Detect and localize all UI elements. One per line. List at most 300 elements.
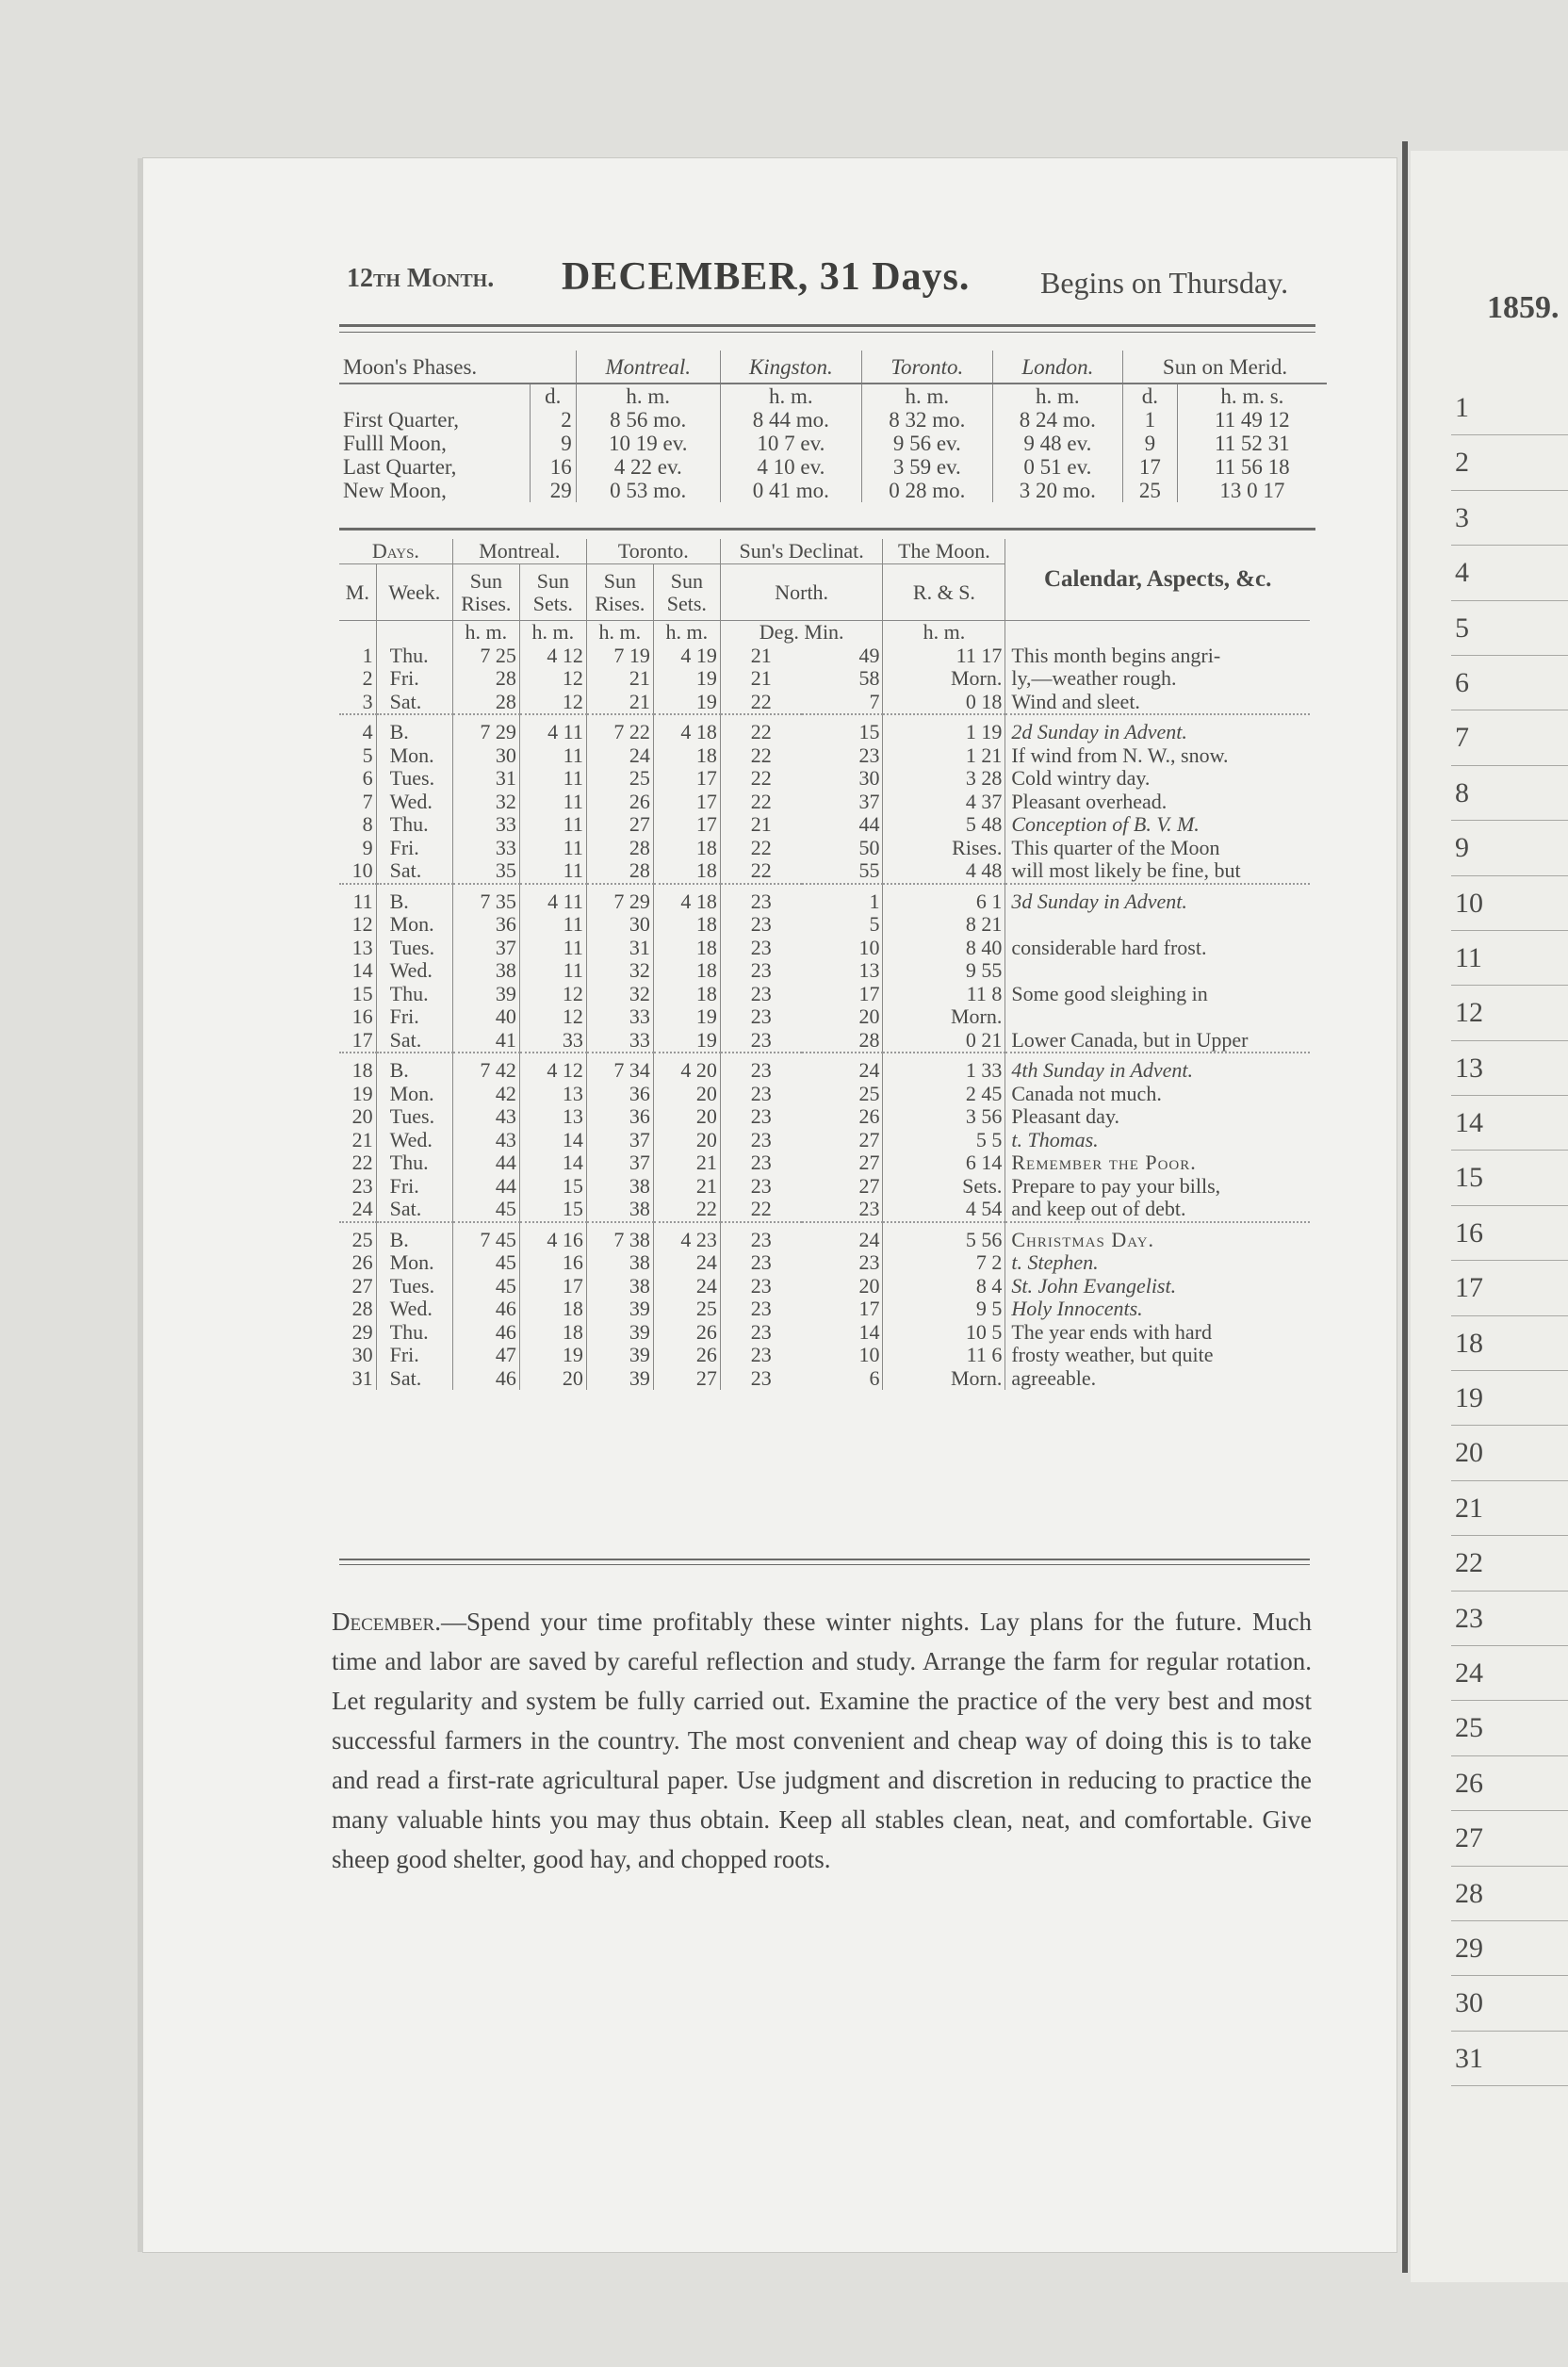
declination-minutes: 10 [858, 935, 880, 959]
montreal-sunrise: 46 [452, 1321, 519, 1345]
declination-degrees: 21 [720, 813, 801, 837]
phase-sun-time: 11 49 12 [1177, 408, 1327, 432]
declination-minutes: 25 [858, 1081, 880, 1105]
phase-phase: First Quarter, [343, 408, 459, 432]
day-row [339, 1367, 1310, 1391]
month-day: 7 [362, 789, 373, 813]
day-row [339, 1105, 1310, 1129]
montreal-sunrise: 44 [452, 1151, 519, 1175]
montreal-sunrise: 45 [452, 1251, 519, 1275]
phase-sun-d: 25 [1123, 479, 1178, 502]
memoranda-day-number: 23 [1451, 1592, 1568, 1646]
moon-rise-set: 5 56 [883, 1222, 1005, 1252]
weekday: Sat. [376, 859, 452, 884]
montreal-sunrise: 33 [452, 837, 519, 860]
col-kingston: Kingston. [720, 351, 861, 384]
toronto-sunrise: 39 [586, 1367, 653, 1391]
montreal-sunset: 4 11 [519, 884, 586, 914]
phase-day: 29 [530, 479, 576, 502]
day-row [339, 767, 1310, 791]
toronto-sunrise: 39 [586, 1298, 653, 1321]
toronto-sunset: 17 [653, 767, 720, 791]
montreal-sunrise: 33 [452, 813, 519, 837]
day-row [339, 1083, 1310, 1106]
declination-degrees: 23 [720, 983, 801, 1006]
calendar-note: Holy Innocents. [1005, 1298, 1310, 1321]
declination-degrees: 23 [720, 1344, 801, 1367]
montreal-sunset: 4 12 [519, 1053, 586, 1083]
moon-rise-set: Morn. [883, 1005, 1005, 1029]
moon-rise-set: 0 21 [883, 1029, 1005, 1053]
toronto-sunset: 27 [653, 1367, 720, 1391]
phases-unit-cell: h. m. [992, 384, 1123, 408]
montreal-sunset: 14 [519, 1129, 586, 1152]
weekday: B. [376, 1053, 452, 1083]
toronto-sunset: 18 [653, 983, 720, 1006]
unit-hm: h. m. [519, 621, 586, 645]
declination-minutes: 55 [858, 858, 880, 882]
declination-degrees: 23 [720, 1053, 801, 1083]
declination-degrees: 23 [720, 1029, 801, 1053]
right-page-year: 1859. [1487, 290, 1560, 325]
montreal-sunset: 14 [519, 1151, 586, 1175]
phase-kingston: 10 7 ev. [720, 432, 861, 455]
col-london: London. [992, 351, 1123, 384]
declination-degrees: 23 [720, 1129, 801, 1152]
memoranda-day-number: 5 [1451, 601, 1568, 656]
phase-london: 3 20 mo. [992, 479, 1123, 502]
montreal-sunset: 11 [519, 744, 586, 768]
phases-unit-cell: d. [1123, 384, 1178, 408]
calendar-note: Pleasant day. [1005, 1105, 1310, 1129]
montreal-sunrise: 41 [452, 1029, 519, 1053]
toronto-sunrise: 32 [586, 983, 653, 1006]
day-row [339, 1344, 1310, 1367]
north-header: North. [720, 564, 883, 621]
memoranda-day-number: 30 [1451, 1976, 1568, 2031]
declination-minutes: 1 [802, 884, 883, 914]
toronto-sunset: 18 [653, 959, 720, 983]
montreal-sunset: 18 [519, 1298, 586, 1321]
toronto-sunset: 22 [653, 1198, 720, 1222]
weekday: Sat. [376, 1367, 452, 1391]
phase-phase: Last Quarter, [343, 455, 457, 479]
toronto-sunrise: 28 [586, 837, 653, 860]
moon-rise-set: Rises. [883, 837, 1005, 860]
montreal-sunrise: 39 [452, 983, 519, 1006]
month-day: 9 [362, 835, 373, 859]
moon-rise-set: Morn. [883, 667, 1005, 691]
toronto-sunrise: 33 [586, 1029, 653, 1053]
calendar-header: Calendar, Aspects, &c. [1005, 539, 1310, 621]
montreal-sunset: 13 [519, 1105, 586, 1129]
phases-header: Moon's Phases. [339, 351, 576, 384]
day-row [339, 1198, 1310, 1222]
weekday: Fri. [376, 1005, 452, 1029]
toronto-sunset: 21 [653, 1151, 720, 1175]
header-rule-thin [339, 332, 1315, 333]
declination-minutes: 49 [858, 643, 880, 667]
montreal-sunrise: 43 [452, 1129, 519, 1152]
moon-rise-set: 1 21 [883, 744, 1005, 768]
toronto-sunrise: 38 [586, 1275, 653, 1298]
toronto-header: Toronto. [586, 539, 720, 564]
phase-toronto: 0 28 mo. [862, 479, 993, 502]
toronto-sunrise: 36 [586, 1105, 653, 1129]
month-day: 1 [362, 643, 373, 667]
memoranda-day-number: 25 [1451, 1701, 1568, 1755]
month-day: 4 [339, 714, 376, 744]
declination-minutes: 24 [802, 1053, 883, 1083]
day-row [339, 837, 1310, 860]
memoranda-day-list [1451, 381, 1568, 2086]
declination-degrees: 22 [720, 791, 801, 814]
declination-degrees: 22 [720, 714, 801, 744]
toronto-sunrise: 38 [586, 1175, 653, 1199]
declination-minutes: 6 [869, 1365, 880, 1390]
memoranda-day-number: 15 [1451, 1151, 1568, 1205]
day-row [339, 959, 1310, 983]
calendar-note: Canada not much. [1005, 1083, 1310, 1106]
moon-rise-set: 6 1 [883, 884, 1005, 914]
moon-rise-set: 9 5 [883, 1298, 1005, 1321]
phase-montreal: 0 53 mo. [576, 479, 720, 502]
montreal-rises-header: Sun Rises. [452, 564, 519, 621]
moon-rise-set: 4 54 [883, 1198, 1005, 1222]
toronto-sunrise: 30 [586, 913, 653, 937]
montreal-sunset: 33 [519, 1029, 586, 1053]
memoranda-day-number: 28 [1451, 1867, 1568, 1921]
toronto-sunset: 20 [653, 1083, 720, 1106]
toronto-sunrise: 7 22 [586, 714, 653, 744]
declination-minutes: 27 [858, 1151, 880, 1174]
phase-sun-d: 1 [1123, 408, 1178, 432]
month-day: 18 [339, 1053, 376, 1083]
montreal-sunset: 20 [519, 1367, 586, 1391]
month-day: 28 [351, 1297, 373, 1320]
weekday: Mon. [376, 1083, 452, 1106]
month-day: 30 [351, 1343, 373, 1366]
toronto-sunrise: 38 [586, 1198, 653, 1222]
montreal-sunset: 18 [519, 1321, 586, 1345]
declination-degrees: 22 [720, 744, 801, 768]
weekday: Tues. [376, 767, 452, 791]
montreal-sunset: 11 [519, 913, 586, 937]
declination-degrees: 23 [720, 913, 801, 937]
calendar-note: This quarter of the Moon [1005, 837, 1310, 860]
month-label: 12th Month. [347, 264, 495, 293]
unit-hm: h. m. [452, 621, 519, 645]
toronto-sunset: 18 [653, 937, 720, 960]
declination-degrees: 23 [720, 1151, 801, 1175]
toronto-rises-header: Sun Rises. [586, 564, 653, 621]
weekday: Thu. [376, 1321, 452, 1345]
phases-unit-cell [339, 384, 530, 408]
declination-minutes: 30 [858, 766, 880, 790]
toronto-sunset: 18 [653, 913, 720, 937]
toronto-sunset: 19 [653, 1005, 720, 1029]
calendar-note: Christmas Day. [1005, 1222, 1310, 1252]
declination-minutes: 5 [869, 912, 880, 936]
montreal-sunset: 11 [519, 859, 586, 884]
montreal-sunrise: 46 [452, 1298, 519, 1321]
calendar-note: Wind and sleet. [1005, 691, 1310, 715]
phases-bottom-rule [339, 528, 1315, 531]
month-day: 23 [351, 1173, 373, 1198]
declination-degrees: 22 [720, 1198, 801, 1222]
montreal-sunset: 11 [519, 937, 586, 960]
month-day: 15 [351, 981, 373, 1005]
moon-rise-set: Morn. [883, 1367, 1005, 1391]
month-day: 25 [339, 1222, 376, 1252]
montreal-sunrise: 46 [452, 1367, 519, 1391]
phase-toronto: 9 56 ev. [862, 432, 993, 455]
declination-degrees: 23 [720, 1298, 801, 1321]
declination-minutes: 23 [858, 743, 880, 767]
moon-rise-set: 8 40 [883, 937, 1005, 960]
phases-unit-cell: h. m. [720, 384, 861, 408]
weekday: Tues. [376, 937, 452, 960]
weekday: Thu. [376, 1151, 452, 1175]
day-row [339, 1251, 1310, 1275]
memoranda-day-number: 3 [1451, 491, 1568, 546]
weekday: Wed. [376, 959, 452, 983]
montreal-sunset: 19 [519, 1344, 586, 1367]
day-row [339, 1005, 1310, 1029]
moon-rise-set: 11 6 [883, 1344, 1005, 1367]
calendar-note: If wind from N. W., snow. [1005, 744, 1310, 768]
montreal-sunrise: 32 [452, 791, 519, 814]
montreal-sunset: 11 [519, 791, 586, 814]
calendar-note [1005, 959, 1310, 983]
declination-minutes: 23 [858, 1197, 880, 1220]
phase-toronto: 8 32 mo. [862, 408, 993, 432]
toronto-sunrise: 36 [586, 1083, 653, 1106]
phases-unit-cell: d. [530, 384, 576, 408]
day-row [339, 714, 1310, 744]
unit-degmin: Deg. Min. [720, 621, 883, 645]
memoranda-day-number: 9 [1451, 821, 1568, 875]
moon-rise-set: Sets. [883, 1175, 1005, 1199]
memoranda-day-number: 18 [1451, 1316, 1568, 1371]
montreal-sunrise: 7 29 [452, 714, 519, 744]
toronto-sunset: 4 23 [653, 1222, 720, 1252]
declination-minutes: 24 [802, 1222, 883, 1252]
toronto-sunset: 26 [653, 1344, 720, 1367]
montreal-sunrise: 28 [452, 691, 519, 715]
month-day: 10 [351, 858, 373, 882]
memoranda-day-number: 22 [1451, 1536, 1568, 1591]
declination-degrees: 23 [720, 959, 801, 983]
weekday: Wed. [376, 1129, 452, 1152]
montreal-sunset: 11 [519, 837, 586, 860]
toronto-sunrise: 32 [586, 959, 653, 983]
weekday: Tues. [376, 1275, 452, 1298]
calendar-note: Some good sleighing in [1005, 983, 1310, 1006]
montreal-sets-header: Sun Sets. [519, 564, 586, 621]
day-row [339, 1129, 1310, 1152]
day-row [339, 1151, 1310, 1175]
montreal-sunrise: 45 [452, 1198, 519, 1222]
weekday: Sat. [376, 691, 452, 715]
day-row [339, 1053, 1310, 1083]
declination-minutes: 10 [858, 1343, 880, 1366]
moon-rise-set: 1 19 [883, 714, 1005, 744]
weekday: Sat. [376, 1029, 452, 1053]
declination-minutes: 20 [858, 1273, 880, 1298]
montreal-sunset: 15 [519, 1198, 586, 1222]
toronto-sunrise: 7 38 [586, 1222, 653, 1252]
moon-rise-set: 2 45 [883, 1083, 1005, 1106]
declination-minutes: 50 [858, 835, 880, 859]
day-row [339, 859, 1310, 884]
day-row [339, 1298, 1310, 1321]
toronto-sunset: 17 [653, 791, 720, 814]
memoranda-day-number: 14 [1451, 1096, 1568, 1151]
calendar-note: 2d Sunday in Advent. [1005, 714, 1310, 744]
calendar-note: Prepare to pay your bills, [1005, 1175, 1310, 1199]
month-day: 2 [362, 666, 373, 690]
montreal-sunset: 15 [519, 1175, 586, 1199]
toronto-sunset: 4 18 [653, 714, 720, 744]
month-day: 6 [362, 766, 373, 790]
weekday: Tues. [376, 1105, 452, 1129]
memoranda-day-number: 2 [1451, 435, 1568, 490]
memoranda-day-number: 8 [1451, 766, 1568, 821]
declination-minutes: 23 [858, 1250, 880, 1274]
phase-montreal: 4 22 ev. [576, 455, 720, 479]
toronto-sunrise: 37 [586, 1151, 653, 1175]
declination-minutes: 17 [858, 1297, 880, 1320]
rs-header: R. & S. [883, 564, 1005, 621]
day-row [339, 667, 1310, 691]
montreal-sunset: 17 [519, 1275, 586, 1298]
declination-degrees: 22 [720, 859, 801, 884]
montreal-sunset: 4 12 [519, 645, 586, 668]
montreal-sunrise: 47 [452, 1344, 519, 1367]
phase-row [339, 455, 1327, 479]
toronto-sunrise: 21 [586, 667, 653, 691]
calendar-note: St. John Evangelist. [1005, 1275, 1310, 1298]
month-day: 17 [351, 1027, 373, 1052]
memoranda-day-number: 10 [1451, 876, 1568, 931]
declination-degrees: 22 [720, 837, 801, 860]
moon-phases-table [339, 351, 1327, 502]
calendar-note: The year ends with hard [1005, 1321, 1310, 1345]
toronto-sunset: 19 [653, 691, 720, 715]
phase-kingston: 0 41 mo. [720, 479, 861, 502]
header-rule [339, 324, 1315, 327]
montreal-sunrise: 31 [452, 767, 519, 791]
montreal-sunset: 12 [519, 1005, 586, 1029]
declination-minutes: 15 [802, 714, 883, 744]
montreal-sunset: 11 [519, 767, 586, 791]
toronto-sunrise: 33 [586, 1005, 653, 1029]
calendar-note: Conception of B. V. M. [1005, 813, 1310, 837]
toronto-sunrise: 37 [586, 1129, 653, 1152]
memoranda-day-number: 24 [1451, 1646, 1568, 1701]
toronto-sunrise: 7 34 [586, 1053, 653, 1083]
memoranda-day-number: 29 [1451, 1921, 1568, 1976]
declination-minutes: 14 [858, 1319, 880, 1344]
weekday: Mon. [376, 1251, 452, 1275]
calendar-note: Pleasant overhead. [1005, 791, 1310, 814]
toronto-sunset: 4 19 [653, 645, 720, 668]
day-row [339, 983, 1310, 1006]
toronto-sunrise: 25 [586, 767, 653, 791]
calendar-note: 4th Sunday in Advent. [1005, 1053, 1310, 1083]
declination-degrees: 23 [720, 1105, 801, 1129]
montreal-sunrise: 36 [452, 913, 519, 937]
calendar-note: and keep out of debt. [1005, 1198, 1310, 1222]
phase-sun-d: 9 [1123, 432, 1178, 455]
toronto-sunset: 24 [653, 1275, 720, 1298]
calendar-note [1005, 913, 1310, 937]
moon-rise-set: 3 28 [883, 767, 1005, 791]
month-day: 27 [351, 1273, 373, 1298]
memoranda-day-number: 27 [1451, 1811, 1568, 1866]
phase-sun-time: 11 52 31 [1177, 432, 1327, 455]
month-day: 13 [351, 935, 373, 959]
memoranda-day-number: 11 [1451, 931, 1568, 986]
moon-rise-set: 6 14 [883, 1151, 1005, 1175]
toronto-sunset: 26 [653, 1321, 720, 1345]
phase-day: 9 [530, 432, 576, 455]
montreal-sunrise: 35 [452, 859, 519, 884]
unit-hm: h. m. [653, 621, 720, 645]
day-row [339, 744, 1310, 768]
page-title: DECEMBER, 31 Days. [562, 255, 971, 299]
declination-minutes: 44 [858, 812, 880, 836]
toronto-sunrise: 38 [586, 1251, 653, 1275]
calendar-note: t. Thomas. [1005, 1129, 1310, 1152]
calendar-note: ly,—weather rough. [1005, 667, 1310, 691]
memoranda-day-number: 1 [1451, 381, 1568, 435]
phase-day: 2 [530, 408, 576, 432]
weekday: Thu. [376, 645, 452, 668]
day-row [339, 645, 1310, 668]
memoranda-day-number: 21 [1451, 1481, 1568, 1536]
phase-kingston: 4 10 ev. [720, 455, 861, 479]
phase-phase: New Moon, [343, 479, 447, 502]
phase-sun-time: 13 0 17 [1177, 479, 1327, 502]
montreal-sunrise: 7 25 [452, 645, 519, 668]
calendar-note: This month begins angri- [1005, 645, 1310, 668]
declination-minutes: 37 [858, 789, 880, 813]
declination-degrees: 23 [720, 1251, 801, 1275]
phase-toronto: 3 59 ev. [862, 455, 993, 479]
weekday: Fri. [376, 1344, 452, 1367]
toronto-sunset: 18 [653, 744, 720, 768]
memoranda-day-number: 7 [1451, 710, 1568, 765]
day-row [339, 813, 1310, 837]
month-day: 11 [339, 884, 376, 914]
montreal-sunset: 4 16 [519, 1222, 586, 1252]
month-day: 31 [351, 1365, 373, 1390]
weekday: Thu. [376, 813, 452, 837]
toronto-sunrise: 21 [586, 691, 653, 715]
month-day-header: M. [345, 580, 369, 604]
montreal-sunrise: 7 35 [452, 884, 519, 914]
toronto-sunset: 20 [653, 1129, 720, 1152]
toronto-sunset: 4 20 [653, 1053, 720, 1083]
weekday: Fri. [376, 1175, 452, 1199]
month-day: 20 [351, 1104, 373, 1128]
month-day: 19 [351, 1081, 373, 1105]
phase-day: 16 [530, 455, 576, 479]
phase-london: 0 51 ev. [992, 455, 1123, 479]
montreal-sunset: 4 11 [519, 714, 586, 744]
